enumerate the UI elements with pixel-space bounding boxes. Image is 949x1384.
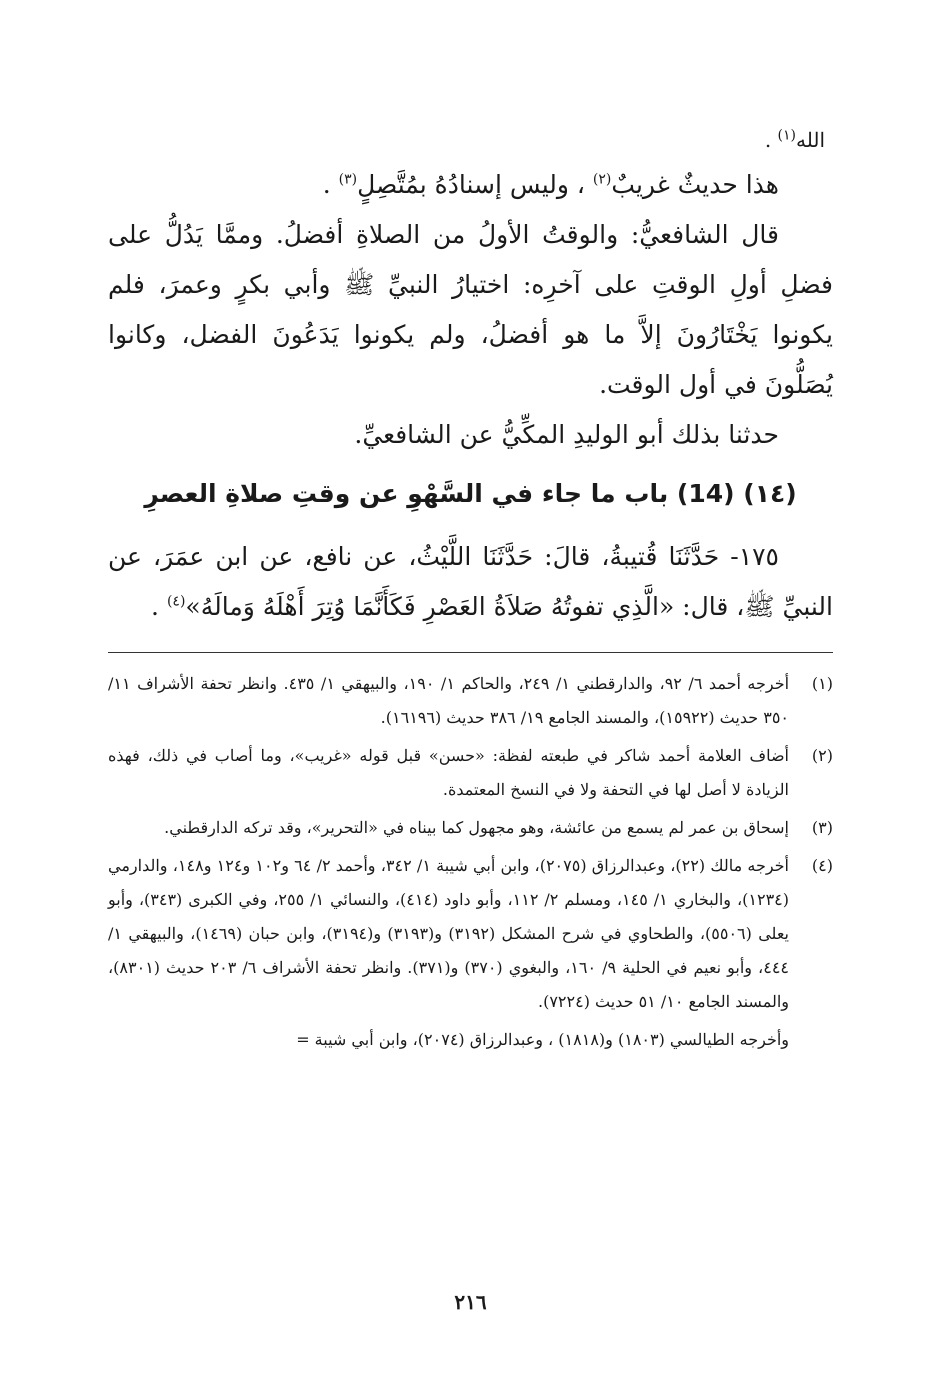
continuation-text: الله: [796, 128, 825, 152]
footnote-number: (٢): [811, 746, 833, 765]
book-page: [108, 112, 833, 1342]
footnote-number: (٤): [811, 856, 833, 875]
paragraph-hadith-grading: [108, 160, 833, 210]
footnote-text: إسحاق بن عمر لم يسمع من عائشة، وهو مجهول كما بيناه في «التحرير»، وقد تركه الدارقطني.: [164, 818, 789, 837]
footnote-3: [108, 811, 833, 845]
paragraph-shafii-opinion: قال الشافعيُّ: والوقتُ الأولُ من الصلاةِ أفضلُ. وممَّا يَدُلُّ على فضلِ أولِ الوقتِ على آخرِه: اختيارُ النبيِّ ﷺ وأبي بكرٍ وعمرَ، فلم يكونوا يَخْتَارُونَ إلاَّ ما هو أفضلُ، ولم يكونوا يَدَعُونَ الفضل، وكانوا يُصَلُّونَ في أول الوقت.: [108, 220, 833, 399]
footnote-ref-4: (٤): [166, 593, 186, 610]
footnote-number: (١): [811, 674, 833, 693]
footnote-text: أخرجه مالك (٢٢)، وعبدالرزاق (٢٠٧٥)، وابن أبي شيبة ١/ ٣٤٢، وأحمد ٢/ ٦٤ و١٠٢ و١٢٤ و١٤٨، والدارمي (١٢٣٤)، والبخاري ١/ ١٤٥، ومسلم ٢/ ١١٢، وأبو داود (٤١٤)، والنسائي ١/ ٢٥٥، وفي الكبرى (٣٤٣)، وأبو يعلى (٥٥٠٦)، والطحاوي في شرح المشكل (٣١٩٢) و(٣١٩٣) و(٣١٩٤)، وابن حبان (١٤٦٩)، والبيهقي ١/ ٤٤٤، وأبو نعيم في الحلية ٩/ ١٦٠، والبغوي (٣٧٠) و(٣٧١). وانظر تحفة الأشراف ٦/ ٢٠٣ حديث (٨٣٠١)، والمسند الجامع ١٠/ ٥١ حديث (٧٢٢٤).: [108, 856, 790, 1011]
footnote-2: [108, 739, 833, 807]
footnote-ref-2: (٢): [592, 171, 612, 188]
footnote-text: أضاف العلامة أحمد شاكر في طبعته لفظة: «حسن» قبل قوله «غريب»، وما أصاب في ذلك، فهذه الزيادة لا أصل لها في التحفة ولا في النسخ المعتمدة.: [108, 746, 789, 799]
grading-end: .: [322, 170, 331, 199]
hadith-end: .: [151, 592, 159, 621]
footnote-ref-3: (٣): [338, 171, 358, 188]
grading-text: هذا حديثٌ غريبٌ: [611, 170, 779, 199]
hadith-175: [108, 532, 833, 632]
paragraph-narration-chain: حدثنا بذلك أبو الوليدِ المكِّيُّ عن الشافعيِّ.: [354, 420, 779, 449]
footnote-1: [108, 667, 833, 735]
footnotes: [108, 667, 833, 1057]
hadith-text: ١٧٥- حَدَّثَنَا قُتيبةُ، قالَ: حَدَّثَنَا اللَّيْثُ، عن نافع، عن ابن عمَرَ، عن النبيِّ ﷺ، قال: «الَّذِي تفوتُهُ صَلاَةُ العَصْرِ فَكَأَنَّمَا وُتِرَ أَهْلَهُ وَمالَهُ»: [108, 542, 833, 621]
footnote-divider: [108, 652, 833, 653]
footnote-text: أخرجه أحمد ٦/ ٩٢، والدارقطني ١/ ٢٤٩، والحاكم ١/ ١٩٠، والبيهقي ١/ ٤٣٥. وانظر تحفة الأشراف ١١/ ٣٥٠ حديث (١٥٩٢٢)، والمسند الجامع ١٩/ ٣٨٦ حديث (١٦١٩٦).: [108, 674, 790, 727]
page-number: ٢١٦: [454, 1290, 487, 1314]
footnote-4: [108, 849, 833, 1019]
continuation-line: [108, 120, 825, 160]
footnote-number: (٣): [811, 818, 833, 837]
footnote-continuation: وأخرجه الطيالسي (١٨٠٣) و(١٨١٨) ، وعبدالرزاق (٢٠٧٤)، وابن أبي شيبة =: [296, 1030, 789, 1049]
grading-middle: ، وليس إسنادُهُ بمُتَّصِلٍ: [357, 170, 585, 199]
footnote-ref-1: (١): [777, 127, 796, 144]
continuation-end: .: [764, 128, 772, 152]
chapter-heading: (١٤) (14) باب ما جاء في السَّهْوِ عن وقتِ صلاةِ العصرِ: [144, 479, 797, 508]
